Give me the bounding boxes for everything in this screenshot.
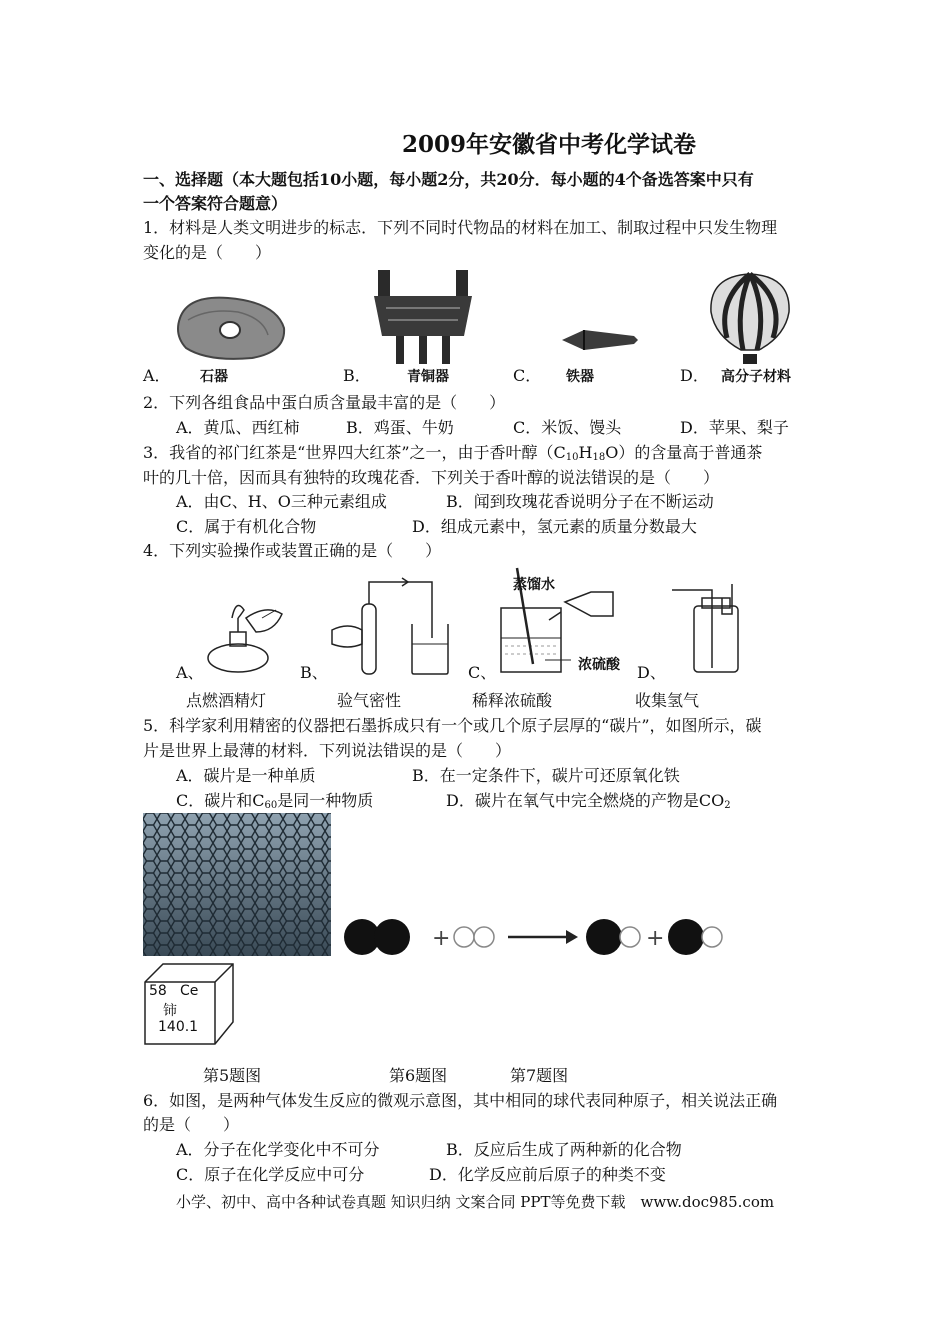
q1-option-letter-d: D．	[680, 366, 709, 385]
q5-option-b: B．在一定条件下，碳片可还原氧化铁	[412, 766, 680, 785]
q3-option-d: D．组成元素中，氢元素的质量分数最大	[412, 517, 697, 536]
q4-letter-d: D、	[637, 663, 666, 682]
q1-option-label-a: 石器	[200, 369, 228, 385]
gas-collection-bottle-image	[668, 584, 748, 680]
bronze-vessel-image	[368, 262, 478, 370]
stone-tool-image	[168, 290, 288, 365]
element-mass: 140.1	[158, 1019, 199, 1035]
label-distilled-water: 蒸馏水	[513, 577, 555, 593]
q4-letter-c: C、	[468, 663, 497, 682]
graphene-sheet-image	[143, 813, 331, 956]
q6-option-c: C．原子在化学反应中可分	[176, 1165, 365, 1184]
q4-letter-a: A、	[176, 663, 204, 682]
element-number: 58	[149, 983, 167, 999]
q6-option-b: B．反应后生成了两种新的化合物	[446, 1140, 682, 1159]
q6-stem-line2: 的是（ ）	[143, 1115, 240, 1134]
section-heading-line2: 一个答案符合题意）	[143, 194, 288, 213]
q5-stem-line2: 片是世界上最薄的材料．下列说法错误的是（ ）	[143, 741, 512, 760]
q1-option-label-b: 青铜器	[407, 369, 449, 385]
q4-caption-d: 收集氢气	[635, 691, 700, 710]
q1-stem-line1: 1．材料是人类文明进步的标志．下列不同时代物品的材料在加工、制取过程中只发生物理	[143, 218, 778, 237]
iron-tool-image	[560, 322, 640, 358]
alcohol-lamp-image	[200, 588, 290, 680]
q3-option-a: A．由C、H、O三种元素组成	[176, 492, 387, 511]
q6-option-d: D．化学反应前后原子的种类不变	[429, 1165, 666, 1184]
q6-option-a: A．分子在化学变化中不可分	[176, 1140, 380, 1159]
label-concentrated-acid: 浓硫酸	[578, 657, 620, 673]
reaction-diagram	[342, 912, 728, 960]
q1-option-letter-a: A．	[143, 366, 171, 385]
q2-stem: 2．下列各组食品中蛋白质含量最丰富的是（ ）	[143, 393, 506, 412]
q4-caption-b: 验气密性	[337, 691, 402, 710]
q5-stem-line1: 5．科学家利用精密的仪器把石墨拆成只有一个或几个原子层厚的“碳片”，如图所示，碳	[143, 716, 762, 735]
element-symbol: Ce	[180, 983, 199, 999]
q3-option-c: C．属于有机化合物	[176, 517, 317, 536]
footer-text: 小学、初中、高中各种试卷真题 知识归纳 文案合同 PPT等免费下载 www.doc985.com	[176, 1193, 775, 1211]
q6-stem-line1: 6．如图，是两种气体发生反应的微观示意图，其中相同的球代表同种原子，相关说法正确	[143, 1091, 778, 1110]
element-name: 铈	[163, 1003, 177, 1019]
q5-option-a: A．碳片是一种单质	[176, 766, 316, 785]
q4-stem: 4．下列实验操作或装置正确的是（ ）	[143, 541, 442, 560]
figure-caption-6: 第6题图	[389, 1066, 448, 1085]
airtightness-check-image	[328, 574, 458, 680]
q5-option-d: D．碳片在氧气中完全燃烧的产物是$CO_2$	[446, 791, 731, 811]
q1-option-label-d: 高分子材料	[721, 369, 791, 385]
section-heading-line1: 一、选择题（本大题包括10小题，每小题2分，共20分．每小题的4个备选答案中只有	[143, 170, 754, 189]
svg-text:+: +	[432, 926, 451, 951]
page-title: 2009年安徽省中考化学试卷	[402, 131, 697, 158]
q4-caption-a: 点燃酒精灯	[186, 691, 267, 710]
svg-text:+: +	[646, 926, 665, 951]
q1-option-letter-b: B．	[343, 366, 371, 385]
q3-stem-line2: 叶的几十倍，因而具有独特的玫瑰花香．下列关于香叶醇的说法错误的是（ ）	[143, 468, 720, 487]
q3-option-b: B．闻到玫瑰花香说明分子在不断运动	[446, 492, 714, 511]
q2-option-b: B．鸡蛋、牛奶	[346, 418, 454, 437]
q5-option-c: C．碳片和$C_{60}$是同一种物质	[176, 791, 374, 811]
q4-caption-c: 稀释浓硫酸	[472, 691, 553, 710]
q4-letter-b: B、	[300, 663, 328, 682]
figure-caption-5: 第5题图	[203, 1066, 262, 1085]
q1-option-label-c: 铁器	[566, 369, 594, 385]
hot-air-balloon-image	[705, 270, 795, 370]
q1-stem-line2: 变化的是（ ）	[143, 243, 272, 262]
q2-option-a: A．黄瓜、西红柿	[176, 418, 300, 437]
q2-option-d: D．苹果、梨子	[680, 418, 789, 437]
q1-option-letter-c: C．	[513, 366, 542, 385]
q3-stem-line1: 3．我省的祁门红茶是“世界四大红茶”之一，由于香叶醇$(C_{10}H_{18}O)$的含量高于普通茶	[143, 443, 763, 463]
figure-caption-7: 第7题图	[510, 1066, 569, 1085]
q2-option-c: C．米饭、馒头	[513, 418, 622, 437]
